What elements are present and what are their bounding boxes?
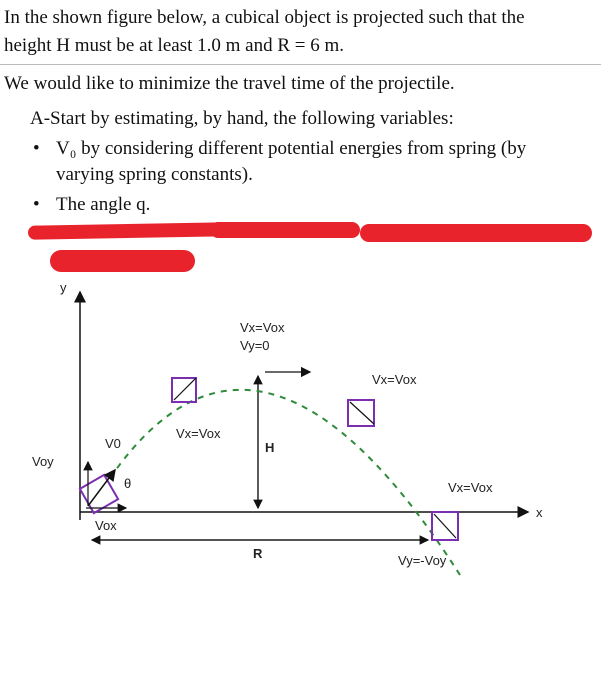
launch-box	[80, 475, 118, 513]
problem-line-2: We would like to minimize the travel time of the projectile.	[4, 73, 455, 94]
right-vx-label: Vx=Vox	[372, 372, 417, 387]
box-fall-diagonal	[350, 402, 374, 424]
theta-label: θ	[124, 476, 132, 491]
h-label: H	[265, 440, 275, 455]
v0-label: V0	[105, 436, 121, 451]
r-label: R	[253, 546, 263, 561]
lower-right-vx-label: Vx=Vox	[448, 480, 493, 495]
bullet-2-dot: •	[33, 194, 40, 215]
vox-label: Vox	[95, 518, 117, 533]
voy-label: Voy	[32, 454, 54, 469]
y-axis-label: y	[60, 280, 67, 295]
part-a-heading: A-Start by estimating, by hand, the following variables:	[30, 108, 454, 129]
vy-neg-label: Vy=-Voy	[398, 553, 447, 568]
bullet-2-text: The angle q.	[56, 194, 151, 215]
top-vx-label: Vx=Vox	[240, 320, 285, 335]
bullet-1-line-2: varying spring constants).	[56, 164, 253, 185]
box-land-diagonal	[434, 514, 456, 538]
bullet-1-line-1: V₀ by considering different potential energies from spring (by	[56, 138, 527, 159]
problem-line-1b: height H must be at least 1.0 m and R = 6 m.	[4, 35, 345, 56]
box-rise-diagonal	[174, 378, 196, 400]
x-axis-label: x	[536, 505, 543, 520]
problem-line-1a: In the shown figure below, a cubical object is projected such that the	[4, 7, 525, 28]
trajectory-curve	[110, 390, 460, 575]
top-vy-label: Vy=0	[240, 338, 270, 353]
bullet-1-dot: •	[33, 138, 40, 159]
left-vx-label: Vx=Vox	[176, 426, 221, 441]
